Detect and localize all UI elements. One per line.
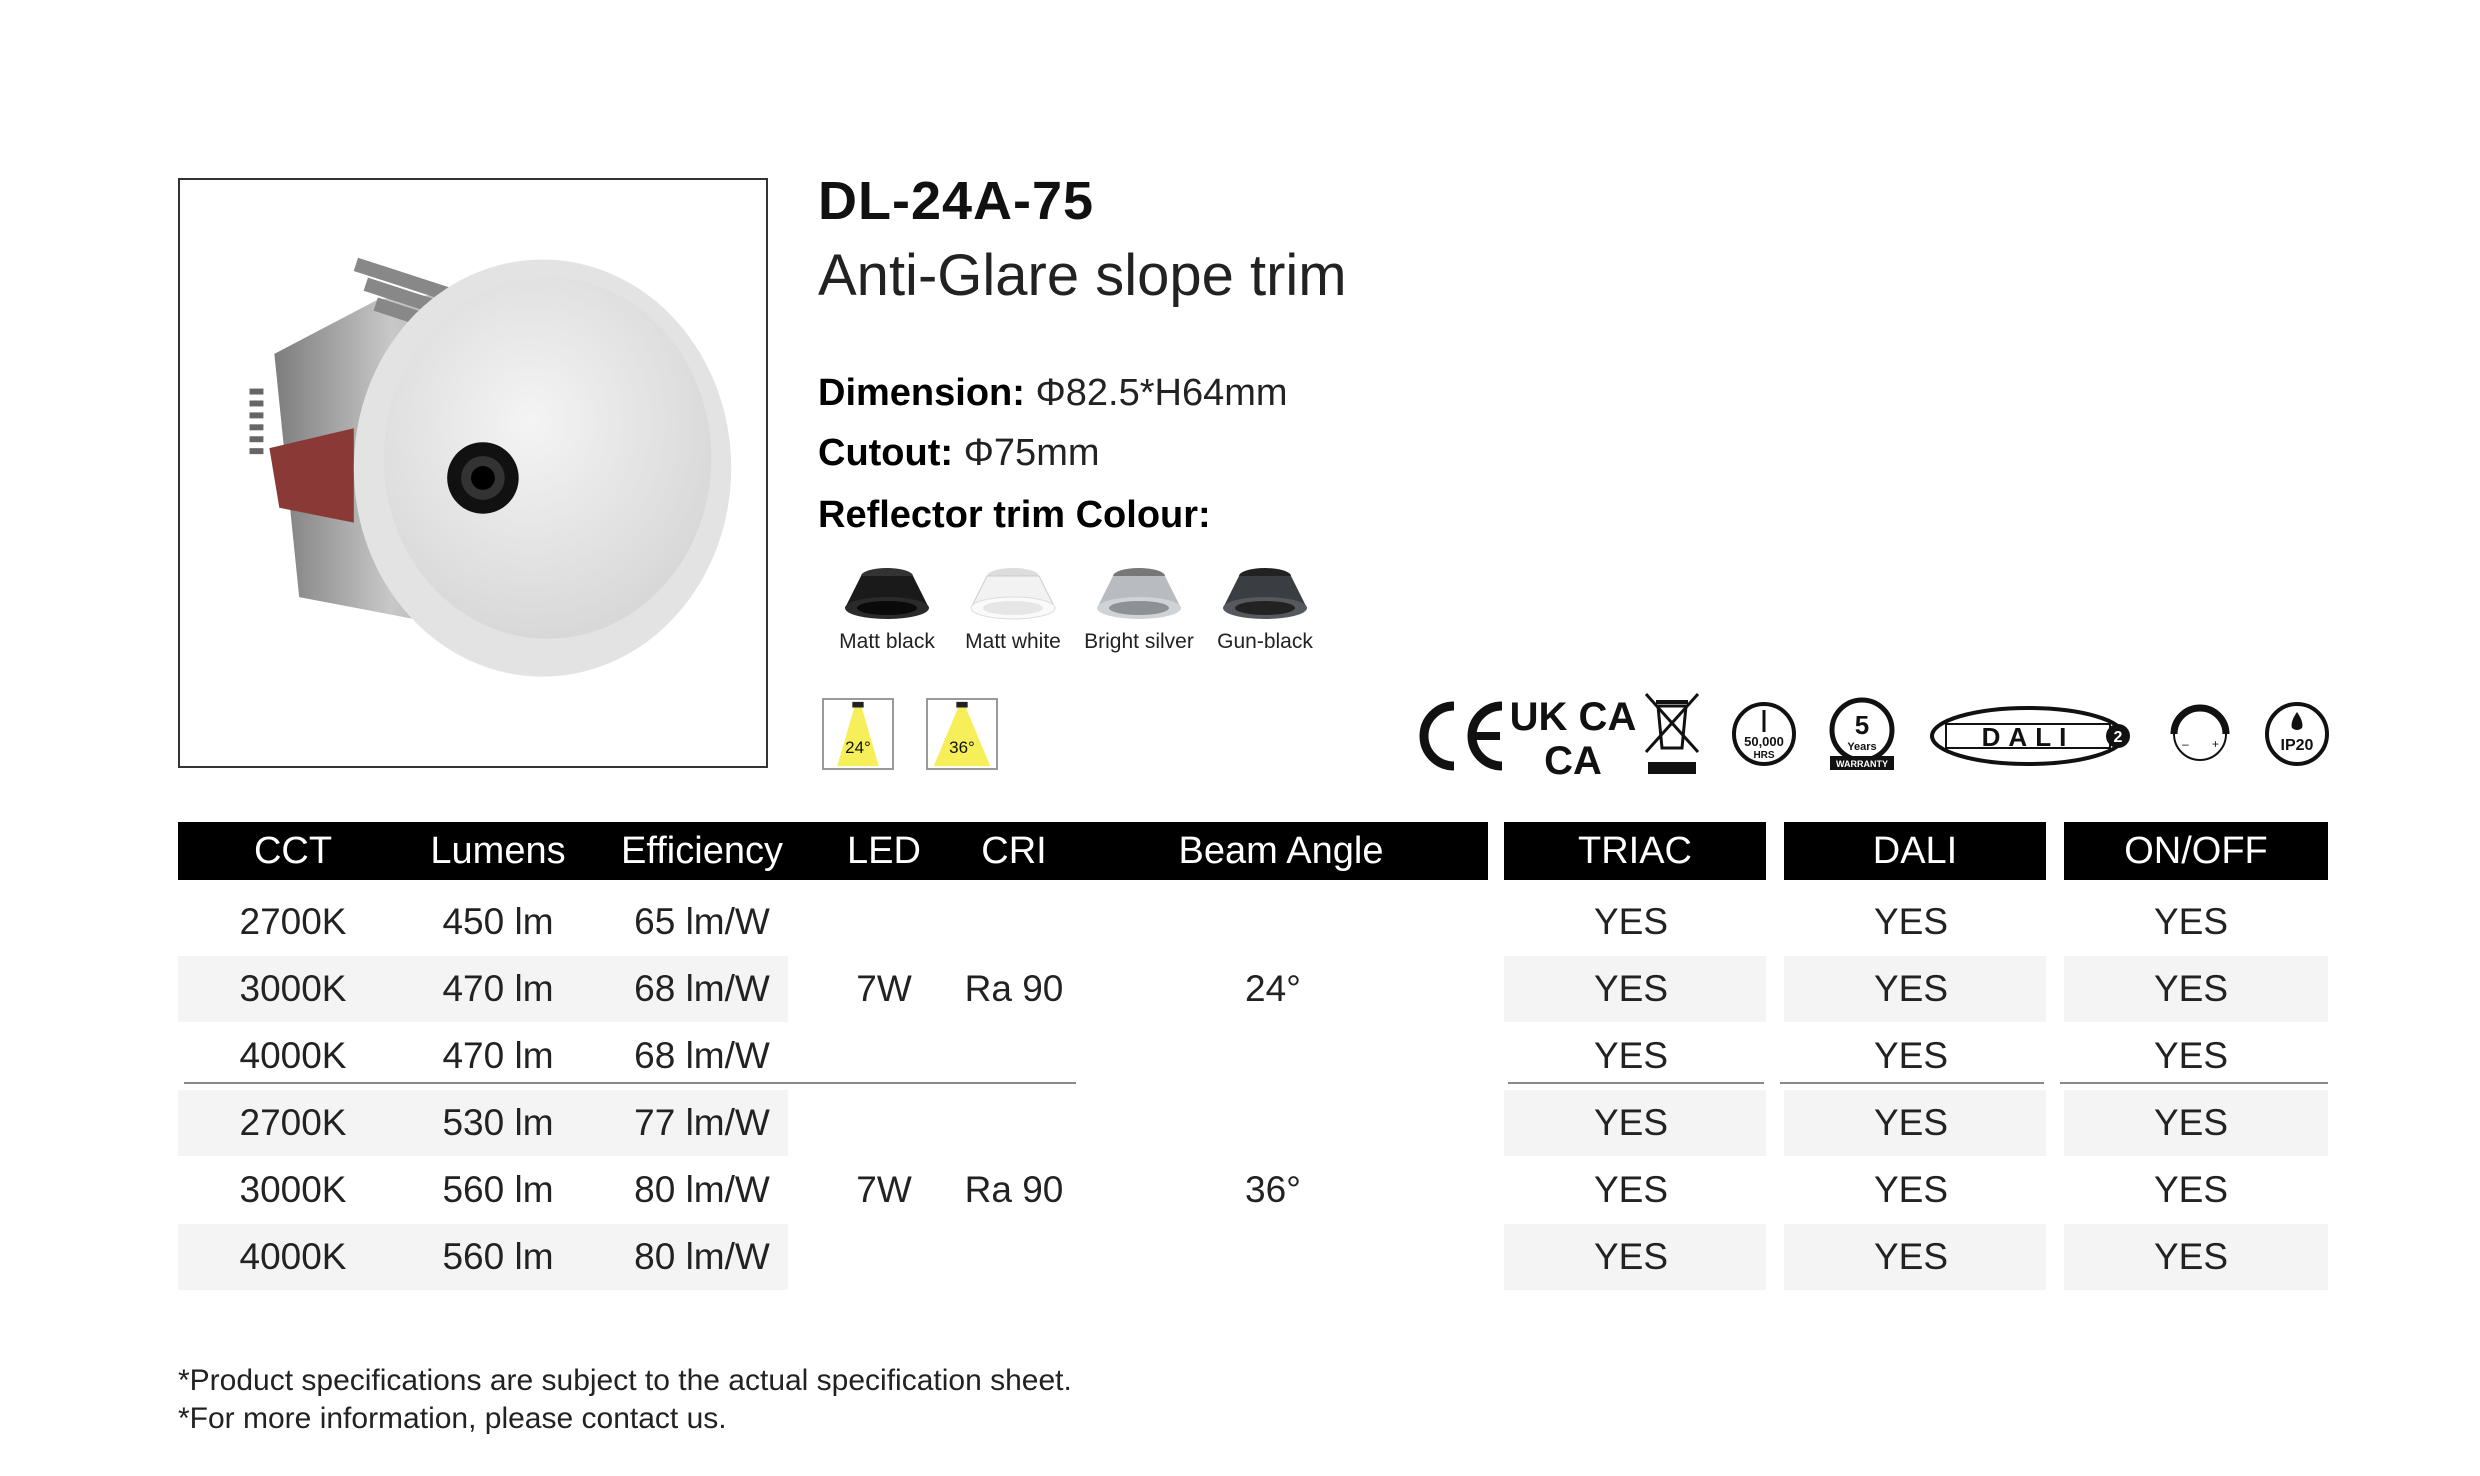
swatch-label: Bright silver	[1084, 630, 1194, 653]
cell-onoff: YES	[2153, 901, 2229, 942]
svg-text:DALI: DALI	[1981, 722, 2075, 752]
cell-dali: YES	[1873, 1236, 1949, 1277]
swatch-label: Gun-black	[1217, 630, 1313, 653]
header-cct: CCT	[253, 830, 333, 872]
dali-icon	[1928, 690, 2138, 780]
warranty-icon	[1824, 690, 1900, 780]
ukca-text-uk: UK CA	[1509, 695, 1637, 739]
beam-36-icon	[926, 698, 998, 770]
swatch-matt-white	[958, 560, 1068, 654]
footnote-spec: *Product specifications are subject to the actual specification sheet.	[178, 1364, 1072, 1397]
swatch-gun-black	[1210, 560, 1320, 654]
svg-text:5: 5	[1854, 710, 1870, 740]
beam-label: 36°	[949, 738, 975, 757]
swatch-label: Matt black	[839, 630, 935, 653]
cell-triac: YES	[1593, 1035, 1669, 1076]
cell-onoff: YES	[2153, 1102, 2229, 1143]
dimension-label: Dimension:	[818, 372, 1025, 414]
svg-text:WARRANTY: WARRANTY	[1836, 759, 1888, 769]
dimmable-icon	[2164, 690, 2236, 780]
cell-cct: 3000K	[239, 968, 347, 1009]
reflector-silver-icon	[1091, 560, 1187, 626]
weee-bin-icon	[1640, 690, 1704, 780]
cutout-label: Cutout:	[818, 432, 954, 474]
header-onoff: ON/OFF	[2124, 830, 2268, 872]
cell-efficiency: 68 lm/W	[634, 968, 770, 1009]
reflector-white-icon	[965, 560, 1061, 626]
header-cri: CRI	[981, 830, 1047, 872]
cell-onoff: YES	[2153, 1035, 2229, 1076]
cell-triac: YES	[1593, 1102, 1669, 1143]
cell-cri: Ra 90	[964, 968, 1064, 1009]
cell-onoff: YES	[2153, 968, 2229, 1009]
ukca-mark-icon	[1509, 690, 1637, 783]
cutout-value: Φ75mm	[963, 432, 1100, 474]
cell-dali: YES	[1873, 1102, 1949, 1143]
spec-cutout	[818, 432, 1100, 475]
cell-efficiency: 68 lm/W	[634, 1035, 770, 1076]
cell-dali: YES	[1873, 1169, 1949, 1210]
dimension-value: Φ82.5*H64mm	[1035, 372, 1288, 414]
header-dali: DALI	[1872, 830, 1958, 872]
svg-text:2: 2	[2113, 729, 2123, 746]
svg-text:CA: CA	[1544, 739, 1602, 783]
svg-text:Years: Years	[1847, 741, 1877, 753]
header-efficiency: Efficiency	[621, 830, 783, 872]
swatch-matt-black	[832, 560, 942, 654]
cell-triac: YES	[1593, 1236, 1669, 1277]
header-lumens: Lumens	[430, 830, 566, 872]
cell-cri: Ra 90	[964, 1169, 1064, 1210]
cell-led: 7W	[856, 968, 912, 1009]
product-image	[178, 178, 768, 768]
cell-cct: 4000K	[239, 1236, 347, 1277]
cell-led: 7W	[856, 1169, 912, 1210]
product-subtitle: Anti-Glare slope trim	[818, 243, 1347, 308]
cell-triac: YES	[1593, 1169, 1669, 1210]
svg-text:IP20: IP20	[2280, 737, 2314, 754]
cell-onoff: YES	[2153, 1169, 2229, 1210]
cell-triac: YES	[1593, 901, 1669, 942]
reflector-black-icon	[839, 560, 935, 626]
cell-lumens: 530 lm	[442, 1102, 554, 1143]
cell-efficiency: 77 lm/W	[634, 1102, 770, 1143]
reflector-colour-label: Reflector trim Colour:	[818, 494, 1211, 536]
cell-cct: 3000K	[239, 1169, 347, 1210]
cell-cct: 2700K	[239, 1102, 347, 1143]
cell-triac: YES	[1593, 968, 1669, 1009]
header-beam-angle: Beam Angle	[1178, 830, 1384, 872]
svg-text:–: –	[2182, 737, 2189, 751]
cell-beam-angle: 36°	[1245, 1169, 1301, 1210]
reflector-gunblack-icon	[1217, 560, 1313, 626]
cell-dali: YES	[1873, 901, 1949, 942]
header-triac: TRIAC	[1578, 830, 1692, 872]
cell-lumens: 470 lm	[442, 1035, 554, 1076]
cell-efficiency: 65 lm/W	[634, 901, 770, 942]
spec-dimension	[818, 372, 1288, 415]
cell-lumens: 450 lm	[442, 901, 554, 942]
cell-cct: 4000K	[239, 1035, 347, 1076]
cell-onoff: YES	[2153, 1236, 2229, 1277]
swatch-bright-silver	[1084, 560, 1194, 654]
downlight-illustration	[180, 180, 766, 766]
cell-lumens: 560 lm	[442, 1236, 554, 1277]
svg-text:HRS: HRS	[1753, 750, 1775, 761]
beam-label: 24°	[845, 738, 871, 757]
cell-efficiency: 80 lm/W	[634, 1236, 770, 1277]
ce-mark-icon	[1412, 690, 1512, 780]
cell-lumens: 560 lm	[442, 1169, 554, 1210]
cell-efficiency: 80 lm/W	[634, 1169, 770, 1210]
svg-text:+: +	[2212, 737, 2220, 751]
cell-dali: YES	[1873, 1035, 1949, 1076]
header-led: LED	[847, 830, 921, 872]
cell-beam-angle: 24°	[1245, 968, 1301, 1009]
svg-text:50,000: 50,000	[1744, 734, 1784, 749]
cell-dali: YES	[1873, 968, 1949, 1009]
cell-lumens: 470 lm	[442, 968, 554, 1009]
product-model: DL-24A-75	[818, 171, 1095, 231]
lifetime-icon	[1728, 690, 1800, 780]
ip-rating-icon	[2262, 690, 2332, 780]
beam-24-icon	[822, 698, 894, 770]
footnote-contact: *For more information, please contact us.	[178, 1402, 727, 1435]
cell-cct: 2700K	[239, 901, 347, 942]
swatch-label: Matt white	[965, 630, 1061, 653]
